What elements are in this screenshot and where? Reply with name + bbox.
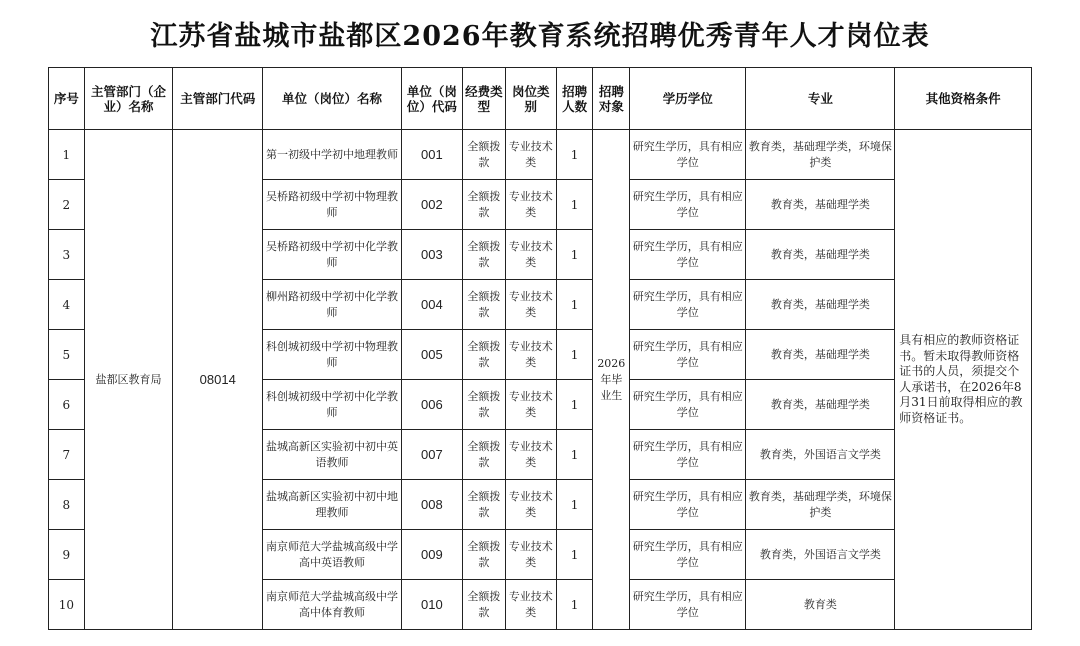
- cell-major: 教育类，外国语言文学类: [746, 530, 895, 580]
- cell-major: 教育类，基础理学类: [746, 230, 895, 280]
- cell-major: 教育类，基础理学类，环境保护类: [746, 130, 895, 180]
- cell-fund: 全额拨款: [462, 330, 505, 380]
- cell-degree: 研究生学历，具有相应学位: [630, 230, 746, 280]
- cell-unit: 第一初级中学初中地理教师: [263, 130, 402, 180]
- cell-count: 1: [556, 330, 593, 380]
- cell-seq: 1: [49, 130, 85, 180]
- header-degree: 学历学位: [630, 68, 746, 130]
- cell-unit: 盐城高新区实验初中初中地理教师: [263, 480, 402, 530]
- cell-degree: 研究生学历，具有相应学位: [630, 430, 746, 480]
- cell-major: 教育类，基础理学类，环境保护类: [746, 480, 895, 530]
- cell-degree: 研究生学历，具有相应学位: [630, 280, 746, 330]
- cell-degree: 研究生学历，具有相应学位: [630, 530, 746, 580]
- cell-unit: 科创城初级中学初中物理教师: [263, 330, 402, 380]
- cell-unit-code: 009: [401, 530, 462, 580]
- cell-major: 教育类，外国语言文学类: [746, 430, 895, 480]
- cell-unit: 科创城初级中学初中化学教师: [263, 380, 402, 430]
- cell-unit-code: 006: [401, 380, 462, 430]
- cell-degree: 研究生学历，具有相应学位: [630, 480, 746, 530]
- cell-target: 2026年毕业生: [593, 130, 630, 630]
- cell-major: 教育类，基础理学类: [746, 380, 895, 430]
- header-fund: 经费类型: [462, 68, 505, 130]
- cell-fund: 全额拨款: [462, 380, 505, 430]
- cell-major: 教育类，基础理学类: [746, 280, 895, 330]
- cell-unit-code: 010: [401, 580, 462, 630]
- cell-unit: 盐城高新区实验初中初中英语教师: [263, 430, 402, 480]
- cell-unit: 柳州路初级中学初中化学教师: [263, 280, 402, 330]
- header-target: 招聘对象: [593, 68, 630, 130]
- cell-fund: 全额拨款: [462, 580, 505, 630]
- cell-seq: 8: [49, 480, 85, 530]
- cell-degree: 研究生学历，具有相应学位: [630, 330, 746, 380]
- cell-fund: 全额拨款: [462, 530, 505, 580]
- cell-major: 教育类，基础理学类: [746, 330, 895, 380]
- header-unit-code: 单位（岗位）代码: [401, 68, 462, 130]
- cell-post: 专业技术类: [505, 130, 556, 180]
- table-header-row: [49, 68, 1032, 130]
- cell-unit-code: 004: [401, 280, 462, 330]
- cell-count: 1: [556, 580, 593, 630]
- cell-count: 1: [556, 230, 593, 280]
- cell-seq: 2: [49, 180, 85, 230]
- cell-unit-code: 007: [401, 430, 462, 480]
- cell-fund: 全额拨款: [462, 480, 505, 530]
- cell-degree: 研究生学历，具有相应学位: [630, 380, 746, 430]
- page-title: 江苏省盐城市盐都区2026年教育系统招聘优秀青年人才岗位表: [150, 21, 930, 52]
- cell-count: 1: [556, 130, 593, 180]
- cell-unit: 南京师范大学盐城高级中学高中英语教师: [263, 530, 402, 580]
- cell-degree: 研究生学历，具有相应学位: [630, 130, 746, 180]
- cell-unit-code: 002: [401, 180, 462, 230]
- cell-unit-code: 003: [401, 230, 462, 280]
- header-major: 专业: [746, 68, 895, 130]
- cell-fund: 全额拨款: [462, 230, 505, 280]
- cell-post: 专业技术类: [505, 430, 556, 480]
- header-other: 其他资格条件: [895, 68, 1032, 130]
- cell-seq: 9: [49, 530, 85, 580]
- cell-post: 专业技术类: [505, 180, 556, 230]
- cell-degree: 研究生学历，具有相应学位: [630, 580, 746, 630]
- cell-count: 1: [556, 180, 593, 230]
- header-dept-code: 主管部门代码: [173, 68, 263, 130]
- cell-post: 专业技术类: [505, 580, 556, 630]
- table-row: [49, 130, 1032, 180]
- cell-other-conditions: 具有相应的教师资格证书。暂未取得教师资格证书的人员，须提交个人承诺书，在2026年8月31日前取得相应的教师资格证书。: [895, 130, 1032, 630]
- cell-post: 专业技术类: [505, 380, 556, 430]
- cell-unit: 吴桥路初级中学初中物理教师: [263, 180, 402, 230]
- cell-unit: 南京师范大学盐城高级中学高中体育教师: [263, 580, 402, 630]
- positions-table: [48, 67, 1032, 630]
- cell-post: 专业技术类: [505, 280, 556, 330]
- cell-post: 专业技术类: [505, 230, 556, 280]
- cell-degree: 研究生学历，具有相应学位: [630, 180, 746, 230]
- cell-post: 专业技术类: [505, 480, 556, 530]
- cell-unit-code: 008: [401, 480, 462, 530]
- header-unit: 单位（岗位）名称: [263, 68, 402, 130]
- cell-fund: 全额拨款: [462, 180, 505, 230]
- cell-seq: 10: [49, 580, 85, 630]
- cell-count: 1: [556, 530, 593, 580]
- cell-post: 专业技术类: [505, 530, 556, 580]
- cell-unit-code: 005: [401, 330, 462, 380]
- cell-count: 1: [556, 480, 593, 530]
- cell-major: 教育类，基础理学类: [746, 180, 895, 230]
- cell-fund: 全额拨款: [462, 430, 505, 480]
- cell-dept-code: 08014: [173, 130, 263, 630]
- cell-post: 专业技术类: [505, 330, 556, 380]
- header-count: 招聘人数: [556, 68, 593, 130]
- cell-dept: 盐都区教育局: [84, 130, 173, 630]
- header-dept: 主管部门（企业）名称: [84, 68, 173, 130]
- cell-unit-code: 001: [401, 130, 462, 180]
- cell-fund: 全额拨款: [462, 280, 505, 330]
- cell-seq: 7: [49, 430, 85, 480]
- cell-seq: 3: [49, 230, 85, 280]
- cell-unit: 吴桥路初级中学初中化学教师: [263, 230, 402, 280]
- cell-count: 1: [556, 430, 593, 480]
- cell-seq: 6: [49, 380, 85, 430]
- header-seq: 序号: [49, 68, 85, 130]
- cell-count: 1: [556, 280, 593, 330]
- cell-major: 教育类: [746, 580, 895, 630]
- cell-seq: 4: [49, 280, 85, 330]
- cell-seq: 5: [49, 330, 85, 380]
- cell-fund: 全额拨款: [462, 130, 505, 180]
- header-post-type: 岗位类别: [505, 68, 556, 130]
- cell-count: 1: [556, 380, 593, 430]
